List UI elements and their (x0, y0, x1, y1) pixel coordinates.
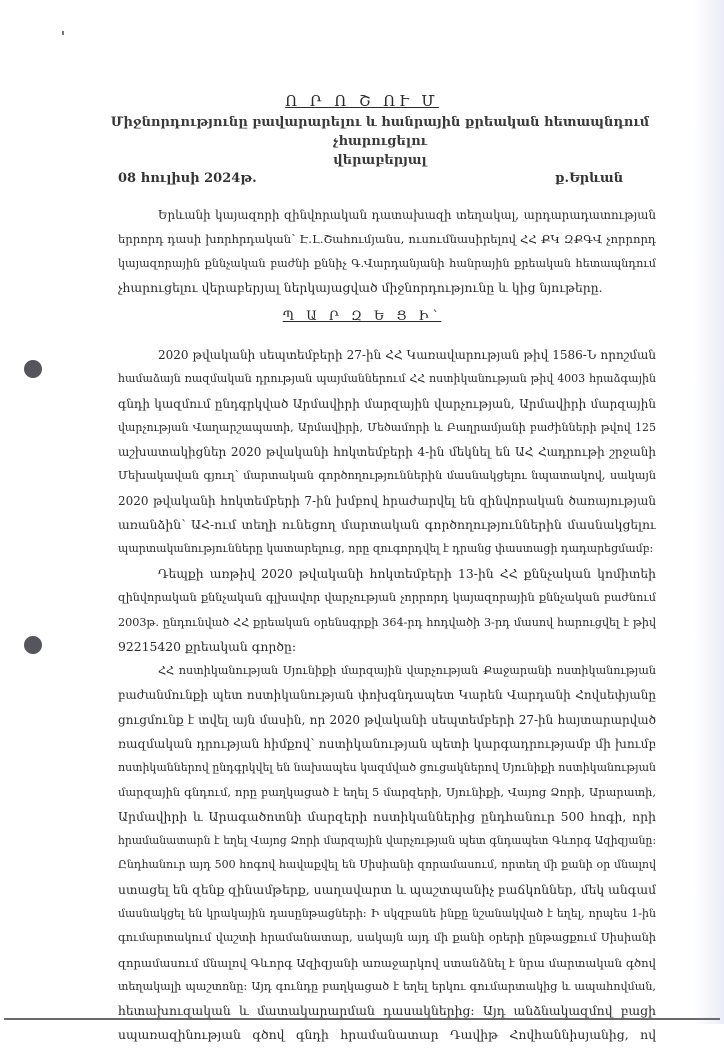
text-line: ՀՀ ոստիկանության Սյունիքի մարզային վարչության Քաջարանի ոստիկանության (158, 664, 656, 677)
text-line: չհարուցելու վերաբերյալ ներկայացված միջնորդությունը և կից նյութերը. (118, 279, 603, 295)
punch-hole-bottom (24, 636, 42, 654)
text-line: առանձին՝ ԱՀ-ում տեղի ունեցող մարտական գործողություններին մասնակցելու (118, 517, 656, 533)
document-title: Ո Ր Ո Շ ՈՒ Մ (285, 92, 439, 110)
text-line: տեղակալի պաշտոնը: Այդ գունդը բաղկացած է եղել երկու գումարտակից և ապահովման, (118, 979, 656, 993)
text-line: մասնակցել են կրակային դասընթացների: Ի սկզբանե ինքը նշանակված է եղել, որպես 1-ին (118, 906, 656, 920)
subtitle-line: վերաբերյալ (333, 153, 427, 168)
page-bottom-rule (4, 1018, 720, 1020)
text-line: բաժանմունքի պետ ոստիկանության փոխգնդապետ Կարեն Վարդանի Հովսեփյանը (118, 688, 656, 703)
text-line: 2003թ. ընդունված ՀՀ քրեական օրենսգրքի 364-րդ հոդվածի 3-րդ մասով հարուցվել է թիվ (118, 615, 656, 629)
text-line: Դեպքի առթիվ 2020 թվականի հոկտեմբերի 13-ին ՀՀ քննչական կոմիտեի (158, 566, 656, 581)
text-line: կայազորային քննչական բաժնի քննիչ Գ.Վարդանյանի հանրային քրեական հետապնդում (118, 256, 656, 270)
text-line: վարչության Վաղարշապատի, Արմավիրի, Մեծամորի և Բաղրամյանի բաժինների թվով 125 (118, 420, 656, 434)
text-line: Մեխակավան գյուղ՝ մարտական գործողություններին մասնակցելու նպատակով, սակայն (118, 469, 656, 483)
paragraph-3 (118, 659, 656, 1048)
text-line: զինվորական քննչական գլխավոր վարչության չորրորդ կայազորային քննչական բաժնում (118, 591, 656, 605)
text-line: գնդի կազմում ընդգրկված Արմավիրի մարզային վարչության, Արմավիրի մարզային (118, 396, 656, 411)
text-line: 2020 թվականի հոկտեմբերի 7-ին խմբով հրաժարվել են զինվորական ծառայության (118, 493, 656, 508)
text-line: համաձայն ռազմական դրության պայմաններում ՀՀ ոստիկանության թիվ 4003 հրաձգային (118, 372, 656, 386)
text-line: մարզային գնդում, որը բաղկացած է եղել 5 մարզերի, Սյունիքի, Վայոց Ձորի, Արարատի, (118, 785, 656, 800)
document-subtitle (100, 113, 660, 170)
subtitle-line: Միջնորդությունը բավարարելու և հանրային քրեական հետապնդում չհարուցելու (110, 115, 650, 149)
scan-shadow (694, 0, 724, 1024)
text-line: ռազմական դրության հիմքով՝ ոստիկանության պետի կարգադրությամբ մի խումբ (118, 736, 656, 751)
text-line: Արմավիրի և Արագածոտնի մարզերի ոստիկաններից ընդհանուր 500 հոգի, որի (118, 808, 656, 824)
text-line: 92215420 քրեական գործը: (118, 638, 297, 654)
decided-heading: Պ Ա Ր Զ Ե Ց Ի՝ (282, 309, 442, 324)
text-line: զորամասում մնալով Գևորգ Ազիզյանի առաջարկով ստանձնել է նրա մարտական գծով (118, 955, 656, 970)
scan-speck (62, 31, 64, 35)
text-line: ցուցմունք է տվել այն մասին, որ 2020 թվականի սեպտեմբերի 27-ին հայտարարված (118, 712, 656, 727)
text-line: երրորդ դասի խորհրդական՝ Է.Լ.Շահումյանս, ուսումնասիրելով ՀՀ ՔԿ ԶՔԳՎ չորրորդ (118, 232, 656, 247)
text-line: աշխատակիցներ 2020 թվականի հոկտեմբերի 4-ին մեկնել են ԱՀ Հադրութի շրջանի (118, 445, 656, 460)
text-line: սպառազինության գծով գնդի հրամանատար Դավիթ Հովհաննիսյանից, ով (118, 1027, 656, 1043)
text-line: հետախուզական և մատակարարման դասակներից: Այդ անձնակազմով բացի (118, 1003, 656, 1019)
paragraph-1 (118, 343, 656, 562)
document-city: ք.Երևան (555, 171, 624, 186)
text-line: գումարտակում վաշտի հրամանատար, սակայն այդ մի քանի օրերի ընթացքում Սիսիանի (118, 931, 656, 945)
text-line: ոստիկաններով ընդգրկվել են նախապես կազմված ցուցակներով Սյունիքի ոստիկանության (118, 761, 656, 775)
text-line: պարտականությունները կատարելուց, որը զուգորդվել է դրանց փաստացի դադարեցմամբ: (118, 542, 654, 556)
text-line: Ընդհանուր այդ 500 հոգով հավաքվել են Սիսիանի զորամասում, որտեղ մի քանի օր մնալով (118, 858, 656, 872)
intro-paragraph (118, 203, 656, 300)
text-line: 2020 թվականի սեպտեմբերի 27-ին ՀՀ Կառավարության թիվ 1586-Ն որոշման (158, 348, 656, 362)
text-line: ստացել են զենք զինամթերք, սաղավարտ և պաշտպանիչ բաճկոններ, մեկ անգամ (118, 881, 656, 897)
paragraph-2 (118, 562, 656, 659)
text-line: հրամանատարն է եղել Վայոց Ձորի մարզային վարչության պետ գնդապետ Գևորգ Ազիզյանը: (118, 834, 656, 848)
document-date: 08 հուլիսի 2024թ. (118, 171, 257, 186)
text-line: Երևանի կայազորի զինվորական դատախազի տեղակալ, արդարադատության (158, 208, 656, 222)
punch-hole-top (24, 360, 42, 378)
